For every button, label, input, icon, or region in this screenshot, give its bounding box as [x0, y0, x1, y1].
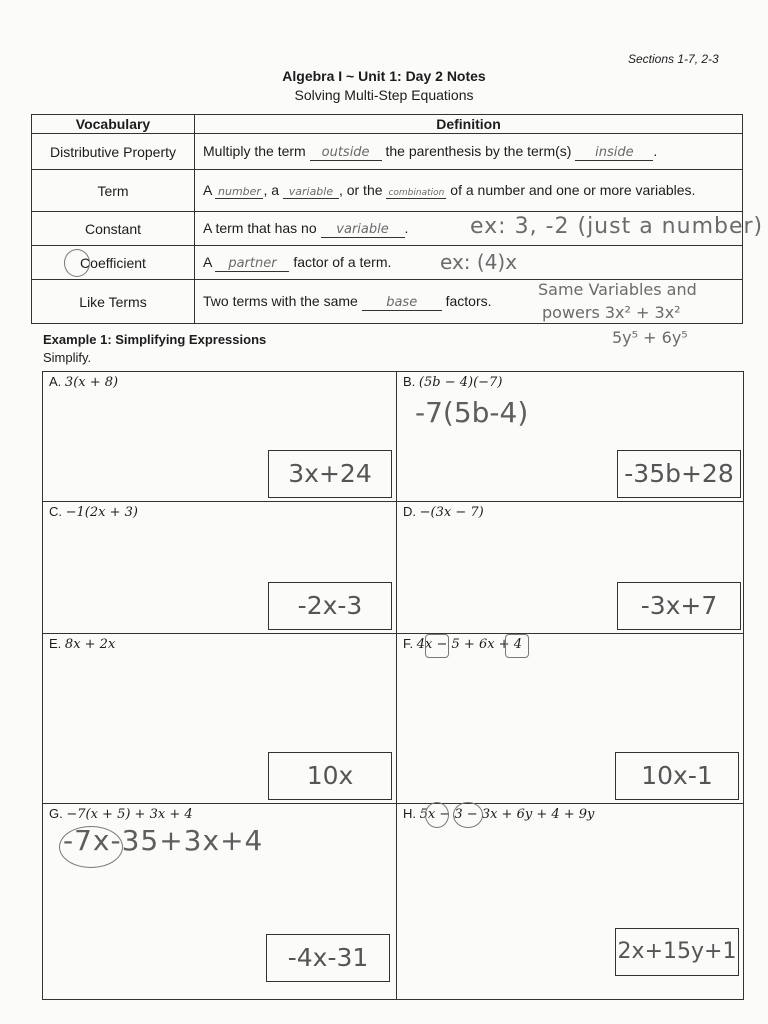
problem-label [403, 504, 484, 520]
problem-cell-a [43, 372, 397, 502]
page-title: Algebra I ~ Unit 1: Day 2 Notes [282, 68, 486, 84]
fill-in-blank: variable [283, 185, 339, 199]
handdrawn-circle [64, 249, 90, 277]
problem-letter: F. [403, 636, 414, 651]
vocab-row-coefficient [32, 246, 743, 280]
problem-letter: E. [49, 636, 62, 651]
problem-cell-g [43, 804, 397, 999]
problem-expression: 8x + 2x [64, 637, 116, 652]
problem-cell-c [43, 502, 397, 634]
answer-box: -4x-31 [266, 934, 390, 982]
definition-text: A [203, 253, 216, 270]
answer-box: -3x+7 [617, 582, 741, 630]
problem-expression: (5b − 4)(−7) [418, 375, 503, 390]
handdrawn-circle [59, 826, 123, 868]
problem-cell-b [397, 372, 743, 502]
problem-cell-h [397, 804, 743, 999]
handdrawn-box [425, 634, 449, 658]
vocab-definition [195, 134, 743, 170]
definition-text: A [203, 182, 216, 198]
answer-box: -2x-3 [268, 582, 392, 630]
problem-letter: G. [49, 806, 63, 821]
fill-in-blank: base [362, 295, 442, 311]
vocabulary-column-header: Vocabulary [32, 115, 195, 134]
fill-in-blank: variable [321, 222, 405, 238]
problem-label [49, 806, 193, 822]
fill-in-blank: inside [575, 145, 653, 161]
handdrawn-circle [425, 802, 449, 828]
problem-expression: 4x − 5 + 6x + 4 [416, 637, 522, 652]
vocab-term: Like Terms [32, 280, 195, 324]
page-subtitle: Solving Multi-Step Equations [294, 87, 474, 103]
like-terms-note-line2: powers 3x² + 3x² [542, 303, 681, 322]
definition-text: , a [263, 182, 283, 198]
vocabulary-header-row [32, 115, 743, 134]
like-terms-note-line1: Same Variables and [538, 280, 697, 299]
definition-text: , or the [338, 182, 387, 198]
problem-label [49, 374, 118, 390]
definition-text: . [404, 219, 409, 236]
problem-letter: A. [49, 374, 62, 389]
answer-box: 3x+24 [268, 450, 392, 498]
problem-label [49, 636, 115, 652]
definition-text: A term that has no [203, 219, 321, 236]
problem-label [49, 504, 138, 520]
vocab-term [32, 246, 195, 280]
answer-box: 10x [268, 752, 392, 800]
constant-example-note: ex: 3, -2 (just a number) [470, 214, 764, 239]
vocab-term: Constant [32, 212, 195, 246]
problem-cell-e [43, 634, 397, 804]
like-terms-note-line3: 5y⁵ + 6y⁵ [612, 328, 688, 347]
vocab-row-distributive [32, 134, 743, 170]
definition-text: Two terms with the same [203, 292, 362, 309]
problem-cell-f [397, 634, 743, 804]
problem-grid [42, 371, 744, 1000]
definition-text: the parenthesis by the term(s) [381, 142, 576, 159]
problem-cell-d [397, 502, 743, 634]
definition-text: . [653, 142, 658, 159]
problem-expression: −(3x − 7) [419, 505, 484, 520]
coefficient-label: Coefficient [80, 254, 146, 271]
answer-box: 2x+15y+1 [615, 928, 739, 976]
definition-column-header: Definition [195, 115, 743, 134]
vocab-term: Distributive Property [32, 134, 195, 170]
sections-reference: Sections 1-7, 2-3 [628, 52, 719, 66]
definition-text: factor of a term. [289, 253, 392, 270]
definition-text: Multiply the term [203, 142, 310, 159]
fill-in-blank: number [215, 185, 263, 199]
vocab-term: Term [32, 170, 195, 212]
fill-in-blank: combination [386, 188, 446, 199]
problem-letter: B. [403, 374, 416, 389]
vocab-row-term [32, 170, 743, 212]
problem-label [403, 374, 502, 390]
coefficient-example-note: ex: (4)x [440, 250, 518, 274]
vocab-definition [195, 170, 743, 212]
problem-expression: −7(x + 5) + 3x + 4 [66, 807, 193, 822]
definition-text: of a number and one or more variables. [446, 182, 696, 198]
problem-expression: 5x − 3 − 3x + 6y + 4 + 9y [419, 807, 595, 822]
answer-box: -35b+28 [617, 450, 741, 498]
answer-box: 10x-1 [615, 752, 739, 800]
fill-in-blank: partner [215, 256, 289, 272]
problem-letter: C. [49, 504, 62, 519]
example-title: Example 1: Simplifying Expressions [43, 332, 267, 347]
definition-text: factors. [441, 292, 492, 309]
problem-letter: H. [403, 806, 416, 821]
problem-expression: 3(x + 8) [64, 375, 119, 390]
handwritten-work: -7(5b-4) [415, 396, 529, 429]
handdrawn-box [505, 634, 529, 658]
handwritten-work: -7x-35+3x+4 [63, 824, 264, 857]
handdrawn-circle [453, 802, 483, 828]
fill-in-blank: outside [310, 145, 382, 161]
problem-expression: −1(2x + 3) [65, 505, 138, 520]
example-instruction: Simplify. [43, 350, 92, 365]
problem-letter: D. [403, 504, 416, 519]
